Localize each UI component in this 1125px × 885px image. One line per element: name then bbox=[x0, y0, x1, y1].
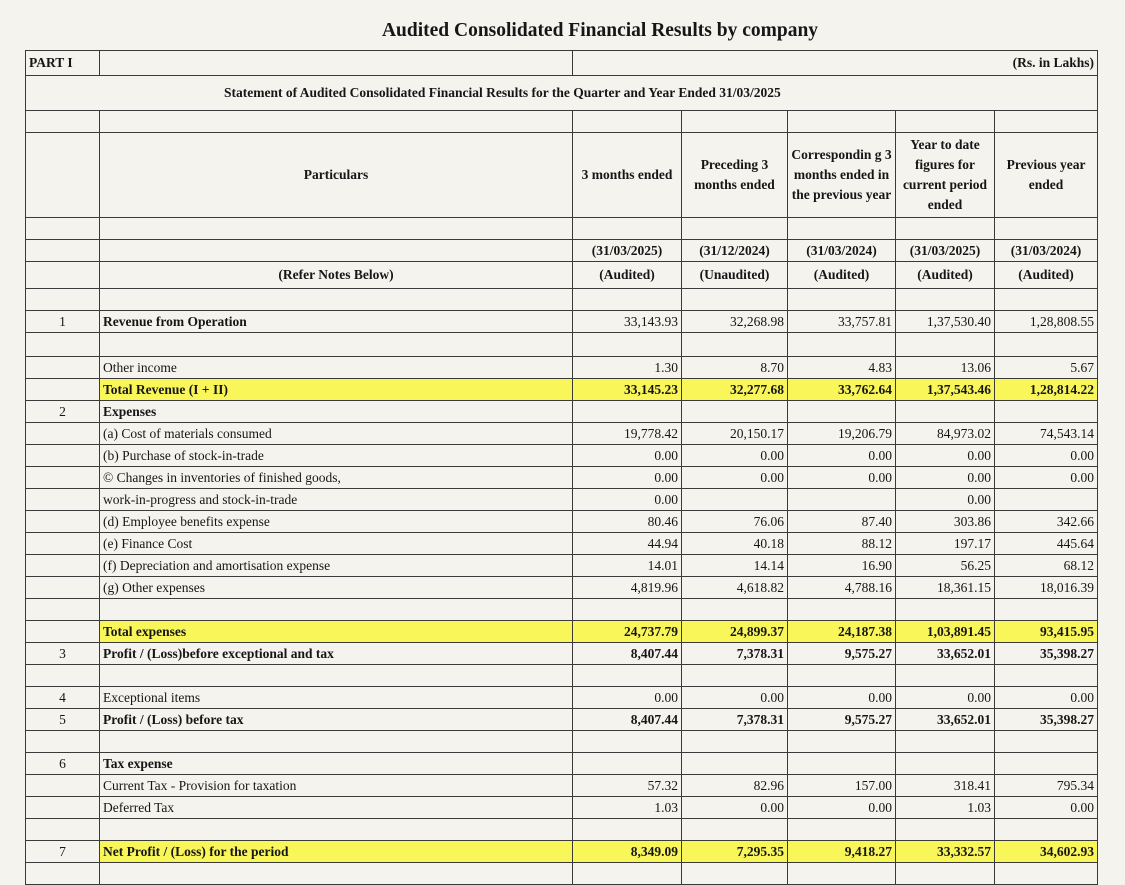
row-number: 3 bbox=[26, 643, 100, 665]
col-date-3: (31/03/2024) bbox=[788, 240, 896, 262]
row-number bbox=[26, 577, 100, 599]
cell-value: 0.00 bbox=[573, 489, 682, 511]
cell-value: 19,778.42 bbox=[573, 423, 682, 445]
row-label: (g) Other expenses bbox=[100, 577, 573, 599]
cell-value: 18,361.15 bbox=[896, 577, 995, 599]
col-status-1: (Audited) bbox=[573, 262, 682, 289]
cell-value: 0.00 bbox=[573, 445, 682, 467]
table-row bbox=[26, 775, 1098, 797]
table-row bbox=[26, 621, 1098, 643]
row-number bbox=[26, 797, 100, 819]
row-number bbox=[26, 621, 100, 643]
cell-value: 0.00 bbox=[896, 489, 995, 511]
cell-value: 24,187.38 bbox=[788, 621, 896, 643]
cell-value: 9,418.27 bbox=[788, 841, 896, 863]
col-header-5: Previous year ended bbox=[995, 133, 1098, 218]
cell-value: 0.00 bbox=[573, 467, 682, 489]
column-status-row bbox=[26, 262, 1098, 289]
cell-value: 16.90 bbox=[788, 555, 896, 577]
row-label: (e) Finance Cost bbox=[100, 533, 573, 555]
row-number bbox=[26, 467, 100, 489]
cell-value: 18,016.39 bbox=[995, 577, 1098, 599]
cell-value: 74,543.14 bbox=[995, 423, 1098, 445]
cell-value: 157.00 bbox=[788, 775, 896, 797]
cell-value: 0.00 bbox=[682, 467, 788, 489]
cell-value: 33,757.81 bbox=[788, 311, 896, 333]
row-number bbox=[26, 533, 100, 555]
cell-value: 1.03 bbox=[573, 797, 682, 819]
row-number: 7 bbox=[26, 841, 100, 863]
table-row bbox=[26, 577, 1098, 599]
row-label: work-in-progress and stock-in-trade bbox=[100, 489, 573, 511]
financial-results-table bbox=[25, 50, 1098, 885]
cell-value: 33,332.57 bbox=[896, 841, 995, 863]
cell-value: 32,277.68 bbox=[682, 379, 788, 401]
cell-value: 8.70 bbox=[682, 357, 788, 379]
cell-value: 33,652.01 bbox=[896, 709, 995, 731]
part-row bbox=[26, 51, 1098, 76]
row-label: (d) Employee benefits expense bbox=[100, 511, 573, 533]
cell-value: 795.34 bbox=[995, 775, 1098, 797]
table-row bbox=[26, 841, 1098, 863]
col-header-2: Preceding 3 months ended bbox=[682, 133, 788, 218]
row-number bbox=[26, 555, 100, 577]
cell-value: 7,378.31 bbox=[682, 709, 788, 731]
table-row bbox=[26, 709, 1098, 731]
col-date-5: (31/03/2024) bbox=[995, 240, 1098, 262]
cell-value: 445.64 bbox=[995, 533, 1098, 555]
row-number bbox=[26, 379, 100, 401]
row-label: Revenue from Operation bbox=[100, 311, 573, 333]
row-number: 6 bbox=[26, 753, 100, 775]
refer-notes: (Refer Notes Below) bbox=[100, 262, 573, 289]
table-row bbox=[26, 445, 1098, 467]
cell-value: 19,206.79 bbox=[788, 423, 896, 445]
cell-value: 88.12 bbox=[788, 533, 896, 555]
table-row bbox=[26, 643, 1098, 665]
cell-value: 0.00 bbox=[682, 687, 788, 709]
col-status-2: (Unaudited) bbox=[682, 262, 788, 289]
table-row bbox=[26, 511, 1098, 533]
row-label: Current Tax - Provision for taxation bbox=[100, 775, 573, 797]
cell-value: 4,819.96 bbox=[573, 577, 682, 599]
row-label: Tax expense bbox=[100, 753, 573, 775]
table-row bbox=[26, 379, 1098, 401]
cell-value: 84,973.02 bbox=[896, 423, 995, 445]
cell-value: 68.12 bbox=[995, 555, 1098, 577]
cell-value: 0.00 bbox=[682, 797, 788, 819]
cell-value: 303.86 bbox=[896, 511, 995, 533]
table-row bbox=[26, 311, 1098, 333]
table-row bbox=[26, 687, 1098, 709]
cell-value: 0.00 bbox=[788, 445, 896, 467]
cell-value: 44.94 bbox=[573, 533, 682, 555]
particulars-header: Particulars bbox=[100, 133, 573, 218]
cell-value: 1,28,808.55 bbox=[995, 311, 1098, 333]
cell-value: 0.00 bbox=[682, 445, 788, 467]
cell-value: 8,407.44 bbox=[573, 643, 682, 665]
col-status-4: (Audited) bbox=[896, 262, 995, 289]
cell-value: 0.00 bbox=[788, 467, 896, 489]
cell-value: 1,28,814.22 bbox=[995, 379, 1098, 401]
cell-value: 20,150.17 bbox=[682, 423, 788, 445]
col-header-1: 3 months ended bbox=[573, 133, 682, 218]
table-row bbox=[26, 489, 1098, 511]
cell-value: 318.41 bbox=[896, 775, 995, 797]
cell-value: 4.83 bbox=[788, 357, 896, 379]
column-date-row bbox=[26, 240, 1098, 262]
cell-value: 56.25 bbox=[896, 555, 995, 577]
cell-value: 87.40 bbox=[788, 511, 896, 533]
cell-value: 35,398.27 bbox=[995, 643, 1098, 665]
cell-value: 1.03 bbox=[896, 797, 995, 819]
table-row bbox=[26, 753, 1098, 775]
cell-value: 9,575.27 bbox=[788, 643, 896, 665]
cell-value: 0.00 bbox=[995, 687, 1098, 709]
cell-value: 93,415.95 bbox=[995, 621, 1098, 643]
cell-value: 0.00 bbox=[995, 445, 1098, 467]
cell-value: 82.96 bbox=[682, 775, 788, 797]
row-number: 2 bbox=[26, 401, 100, 423]
cell-value: 34,602.93 bbox=[995, 841, 1098, 863]
row-number bbox=[26, 357, 100, 379]
cell-value: 7,295.35 bbox=[682, 841, 788, 863]
row-label: Expenses bbox=[100, 401, 573, 423]
cell-value: 14.01 bbox=[573, 555, 682, 577]
cell-value: 32,268.98 bbox=[682, 311, 788, 333]
cell-value: 1,37,543.46 bbox=[896, 379, 995, 401]
col-status-5: (Audited) bbox=[995, 262, 1098, 289]
cell-value: 14.14 bbox=[682, 555, 788, 577]
cell-value: 1,03,891.45 bbox=[896, 621, 995, 643]
cell-value: 33,143.93 bbox=[573, 311, 682, 333]
row-label: Profit / (Loss) before tax bbox=[100, 709, 573, 731]
row-label: Net Profit / (Loss) for the period bbox=[100, 841, 573, 863]
table-row bbox=[26, 467, 1098, 489]
row-number bbox=[26, 489, 100, 511]
cell-value: 0.00 bbox=[788, 797, 896, 819]
cell-value: 13.06 bbox=[896, 357, 995, 379]
col-date-4: (31/03/2025) bbox=[896, 240, 995, 262]
row-label: Profit / (Loss)before exceptional and tax bbox=[100, 643, 573, 665]
cell-value bbox=[995, 489, 1098, 511]
row-number: 5 bbox=[26, 709, 100, 731]
row-number: 4 bbox=[26, 687, 100, 709]
row-label: (a) Cost of materials consumed bbox=[100, 423, 573, 445]
cell-value: 1,37,530.40 bbox=[896, 311, 995, 333]
table-row bbox=[26, 423, 1098, 445]
cell-value: 35,398.27 bbox=[995, 709, 1098, 731]
col-date-1: (31/03/2025) bbox=[573, 240, 682, 262]
cell-value: 9,575.27 bbox=[788, 709, 896, 731]
row-label: Exceptional items bbox=[100, 687, 573, 709]
cell-value: 8,407.44 bbox=[573, 709, 682, 731]
cell-value: 76.06 bbox=[682, 511, 788, 533]
cell-value: 0.00 bbox=[788, 687, 896, 709]
cell-value: 7,378.31 bbox=[682, 643, 788, 665]
row-number bbox=[26, 511, 100, 533]
cell-value: 197.17 bbox=[896, 533, 995, 555]
cell-value: 0.00 bbox=[896, 467, 995, 489]
col-date-2: (31/12/2024) bbox=[682, 240, 788, 262]
document-title: Audited Consolidated Financial Results by company bbox=[381, 20, 819, 41]
cell-value: 4,618.82 bbox=[682, 577, 788, 599]
cell-value: 8,349.09 bbox=[573, 841, 682, 863]
cell-value: 4,788.16 bbox=[788, 577, 896, 599]
col-header-3: Correspondin g 3 months ended in the previous year bbox=[788, 133, 896, 218]
cell-value: 0.00 bbox=[573, 687, 682, 709]
cell-value: 1.30 bbox=[573, 357, 682, 379]
row-label: (f) Depreciation and amortisation expense bbox=[100, 555, 573, 577]
table-row bbox=[26, 357, 1098, 379]
cell-value bbox=[788, 489, 896, 511]
row-number bbox=[26, 423, 100, 445]
statement-row bbox=[26, 76, 1098, 111]
cell-value: 57.32 bbox=[573, 775, 682, 797]
row-label: Total expenses bbox=[100, 621, 573, 643]
table-row bbox=[26, 797, 1098, 819]
row-label: Other income bbox=[100, 357, 573, 379]
cell-value: 0.00 bbox=[896, 687, 995, 709]
table-row bbox=[26, 401, 1098, 423]
row-number: 1 bbox=[26, 311, 100, 333]
table-row bbox=[26, 533, 1098, 555]
cell-value bbox=[682, 489, 788, 511]
row-label: Total Revenue (I + II) bbox=[100, 379, 573, 401]
cell-value: 0.00 bbox=[896, 445, 995, 467]
part-label: PART I bbox=[26, 51, 100, 76]
cell-value: 80.46 bbox=[573, 511, 682, 533]
cell-value: 342.66 bbox=[995, 511, 1098, 533]
cell-value: 33,652.01 bbox=[896, 643, 995, 665]
cell-value: 5.67 bbox=[995, 357, 1098, 379]
cell-value: 24,737.79 bbox=[573, 621, 682, 643]
row-number bbox=[26, 445, 100, 467]
row-label: © Changes in inventories of finished goods, bbox=[100, 467, 573, 489]
currency-note: (Rs. in Lakhs) bbox=[573, 51, 1098, 76]
column-header-row bbox=[26, 133, 1098, 218]
col-header-4: Year to date figures for current period ended bbox=[896, 133, 995, 218]
cell-value: 24,899.37 bbox=[682, 621, 788, 643]
cell-value: 33,145.23 bbox=[573, 379, 682, 401]
row-number bbox=[26, 775, 100, 797]
row-label: (b) Purchase of stock-in-trade bbox=[100, 445, 573, 467]
cell-value: 40.18 bbox=[682, 533, 788, 555]
row-label: Deferred Tax bbox=[100, 797, 573, 819]
table-row bbox=[26, 555, 1098, 577]
cell-value: 0.00 bbox=[995, 797, 1098, 819]
cell-value: 33,762.64 bbox=[788, 379, 896, 401]
cell-value: 0.00 bbox=[995, 467, 1098, 489]
statement-title: Statement of Audited Consolidated Financial Results for the Quarter and Year Ended 31/03/2025 bbox=[26, 76, 1098, 111]
col-status-3: (Audited) bbox=[788, 262, 896, 289]
